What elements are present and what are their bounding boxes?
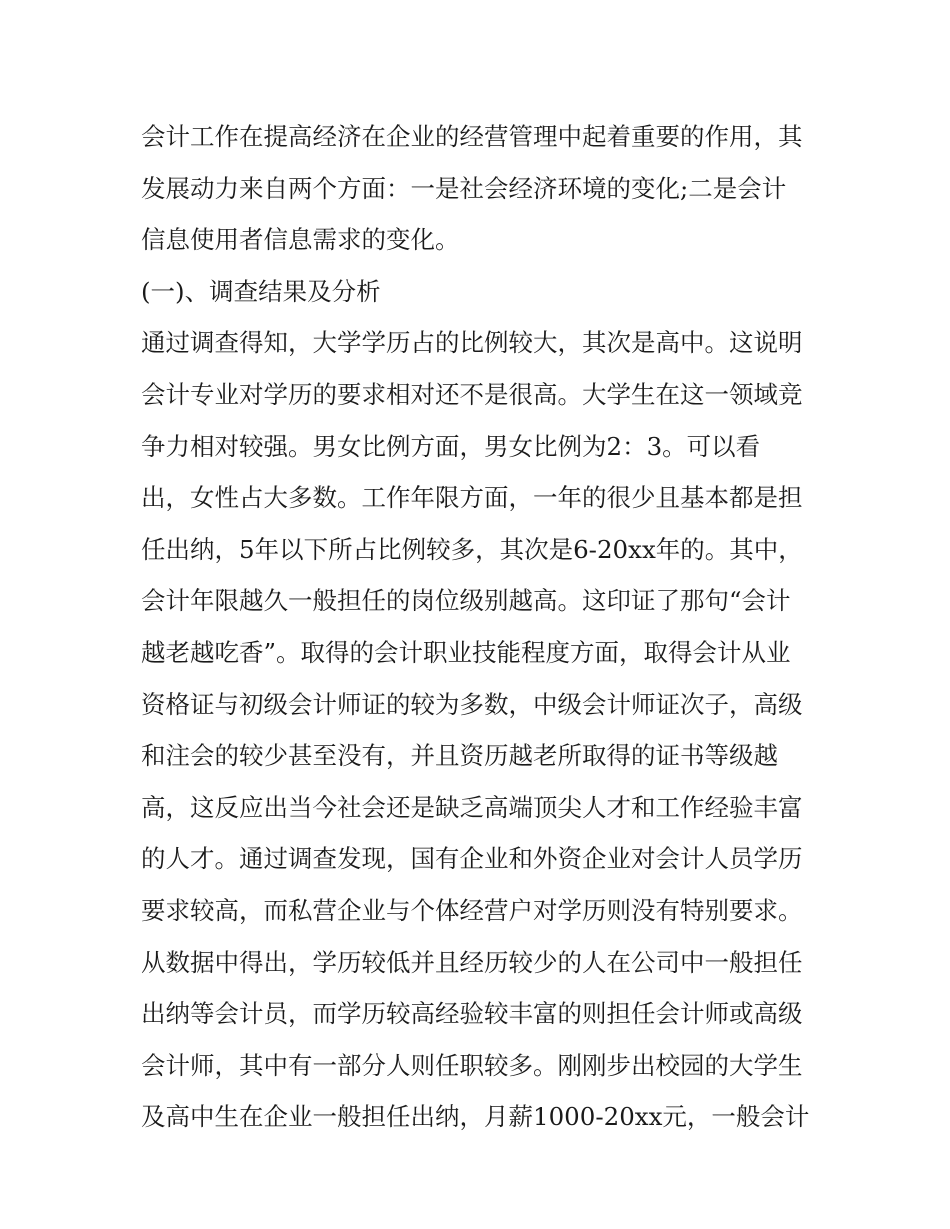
text-line: 发展动力来自两个方面：一是社会经济环境的变化;二是会计 xyxy=(141,173,787,203)
text-line: 及高中生在企业一般担任出纳，月薪1000-20xx元，一般会计 xyxy=(141,1102,810,1132)
section-heading: (一)、调查结果及分析 xyxy=(141,276,381,306)
text-line: 通过调查得知，大学学历占的比例较大，其次是高中。这说明 xyxy=(141,328,803,358)
text-line: 会计师，其中有一部分人则任职较多。刚刚步出校园的大学生 xyxy=(141,1050,803,1080)
text-line: 信息使用者信息需求的变化。 xyxy=(141,225,460,255)
text-line: 从数据中得出，学历较低并且经历较少的人在公司中一般担任 xyxy=(141,947,803,977)
text-line: 要求较高，而私营企业与个体经营户对学历则没有特别要求。 xyxy=(141,895,803,925)
text-line: 会计年限越久一般担任的岗位级别越高。这印证了那句“会计 xyxy=(141,586,791,616)
text-line: 的人才。通过调查发现，国有企业和外资企业对会计人员学历 xyxy=(141,844,803,874)
text-line: 资格证与初级会计师证的较为多数，中级会计师证次子，高级 xyxy=(141,689,803,719)
text-line: 争力相对较强。男女比例方面，男女比例为2：3。可以看 xyxy=(141,431,761,461)
text-line: 出，女性占大多数。工作年限方面，一年的很少且基本都是担 xyxy=(141,483,803,513)
text-line: 高，这反应出当今社会还是缺乏高端顶尖人才和工作经验丰富 xyxy=(141,792,803,822)
text-line: 任出纳，5年以下所占比例较多，其次是6-20xx年的。其中， xyxy=(141,534,803,564)
text-line: 越老越吃香”。取得的会计职业技能程度方面，取得会计从业 xyxy=(141,637,791,667)
text-line: 出纳等会计员，而学历较高经验较丰富的则担任会计师或高级 xyxy=(141,999,803,1029)
body-text xyxy=(141,111,821,1143)
text-line: 会计专业对学历的要求相对还不是很高。大学生在这一领域竞 xyxy=(141,379,803,409)
text-line: 会计工作在提高经济在企业的经营管理中起着重要的作用，其 xyxy=(141,122,803,151)
text-line: 和注会的较少甚至没有，并且资历越老所取得的证书等级越 xyxy=(141,741,778,771)
